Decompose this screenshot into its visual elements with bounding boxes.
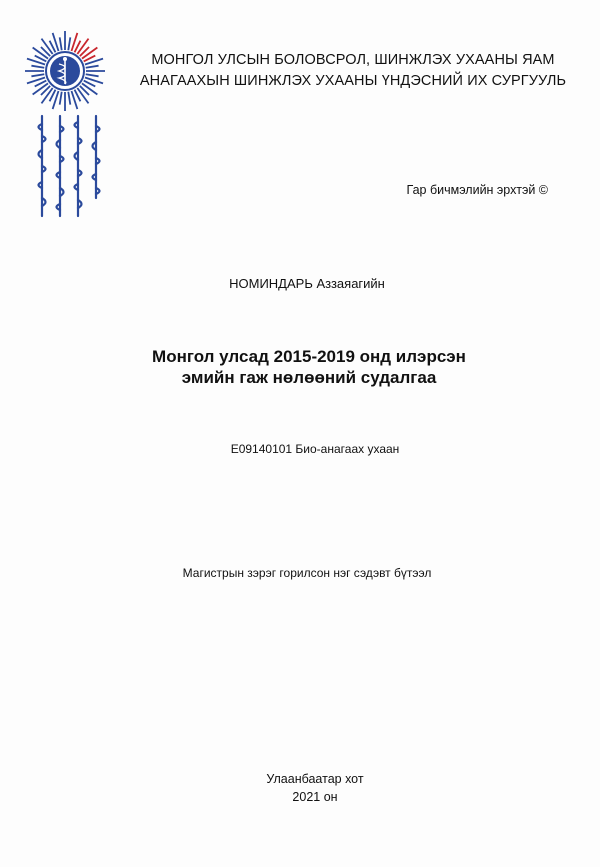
place-and-year [0, 770, 600, 806]
ministry-name: МОНГОЛ УЛСЫН БОЛОВСРОЛ, ШИНЖЛЭХ УХААНЫ ЯАМ [151, 52, 555, 68]
city: Улаанбаатар хот [266, 772, 364, 786]
author-name: НОМИНДАРЬ Аззаяагийн [229, 276, 385, 291]
university-emblem-icon [24, 30, 106, 112]
year: 2021 он [292, 790, 338, 804]
mongolian-script-seal [30, 112, 106, 222]
thesis-title-line-1: Монгол улсад 2015-2019 онд илэрсэн [152, 347, 466, 366]
thesis-title [0, 346, 600, 388]
copyright-note: Гар бичмэлийн эрхтэй © [406, 183, 548, 197]
specialty-code: E09140101 Био-анагаах ухаан [230, 442, 400, 456]
thesis-title-line-2: эмийн гаж нөлөөний судалгаа [181, 368, 437, 387]
university-name: АНАГААХЫН ШИНЖЛЭХ УХААНЫ ҮНДЭСНИЙ ИХ СУРГУУЛЬ [139, 73, 567, 89]
degree-statement: Магистрын зэрэг горилсон нэг сэдэвт бүтээл [182, 566, 432, 580]
ministry-university-header [118, 50, 588, 92]
